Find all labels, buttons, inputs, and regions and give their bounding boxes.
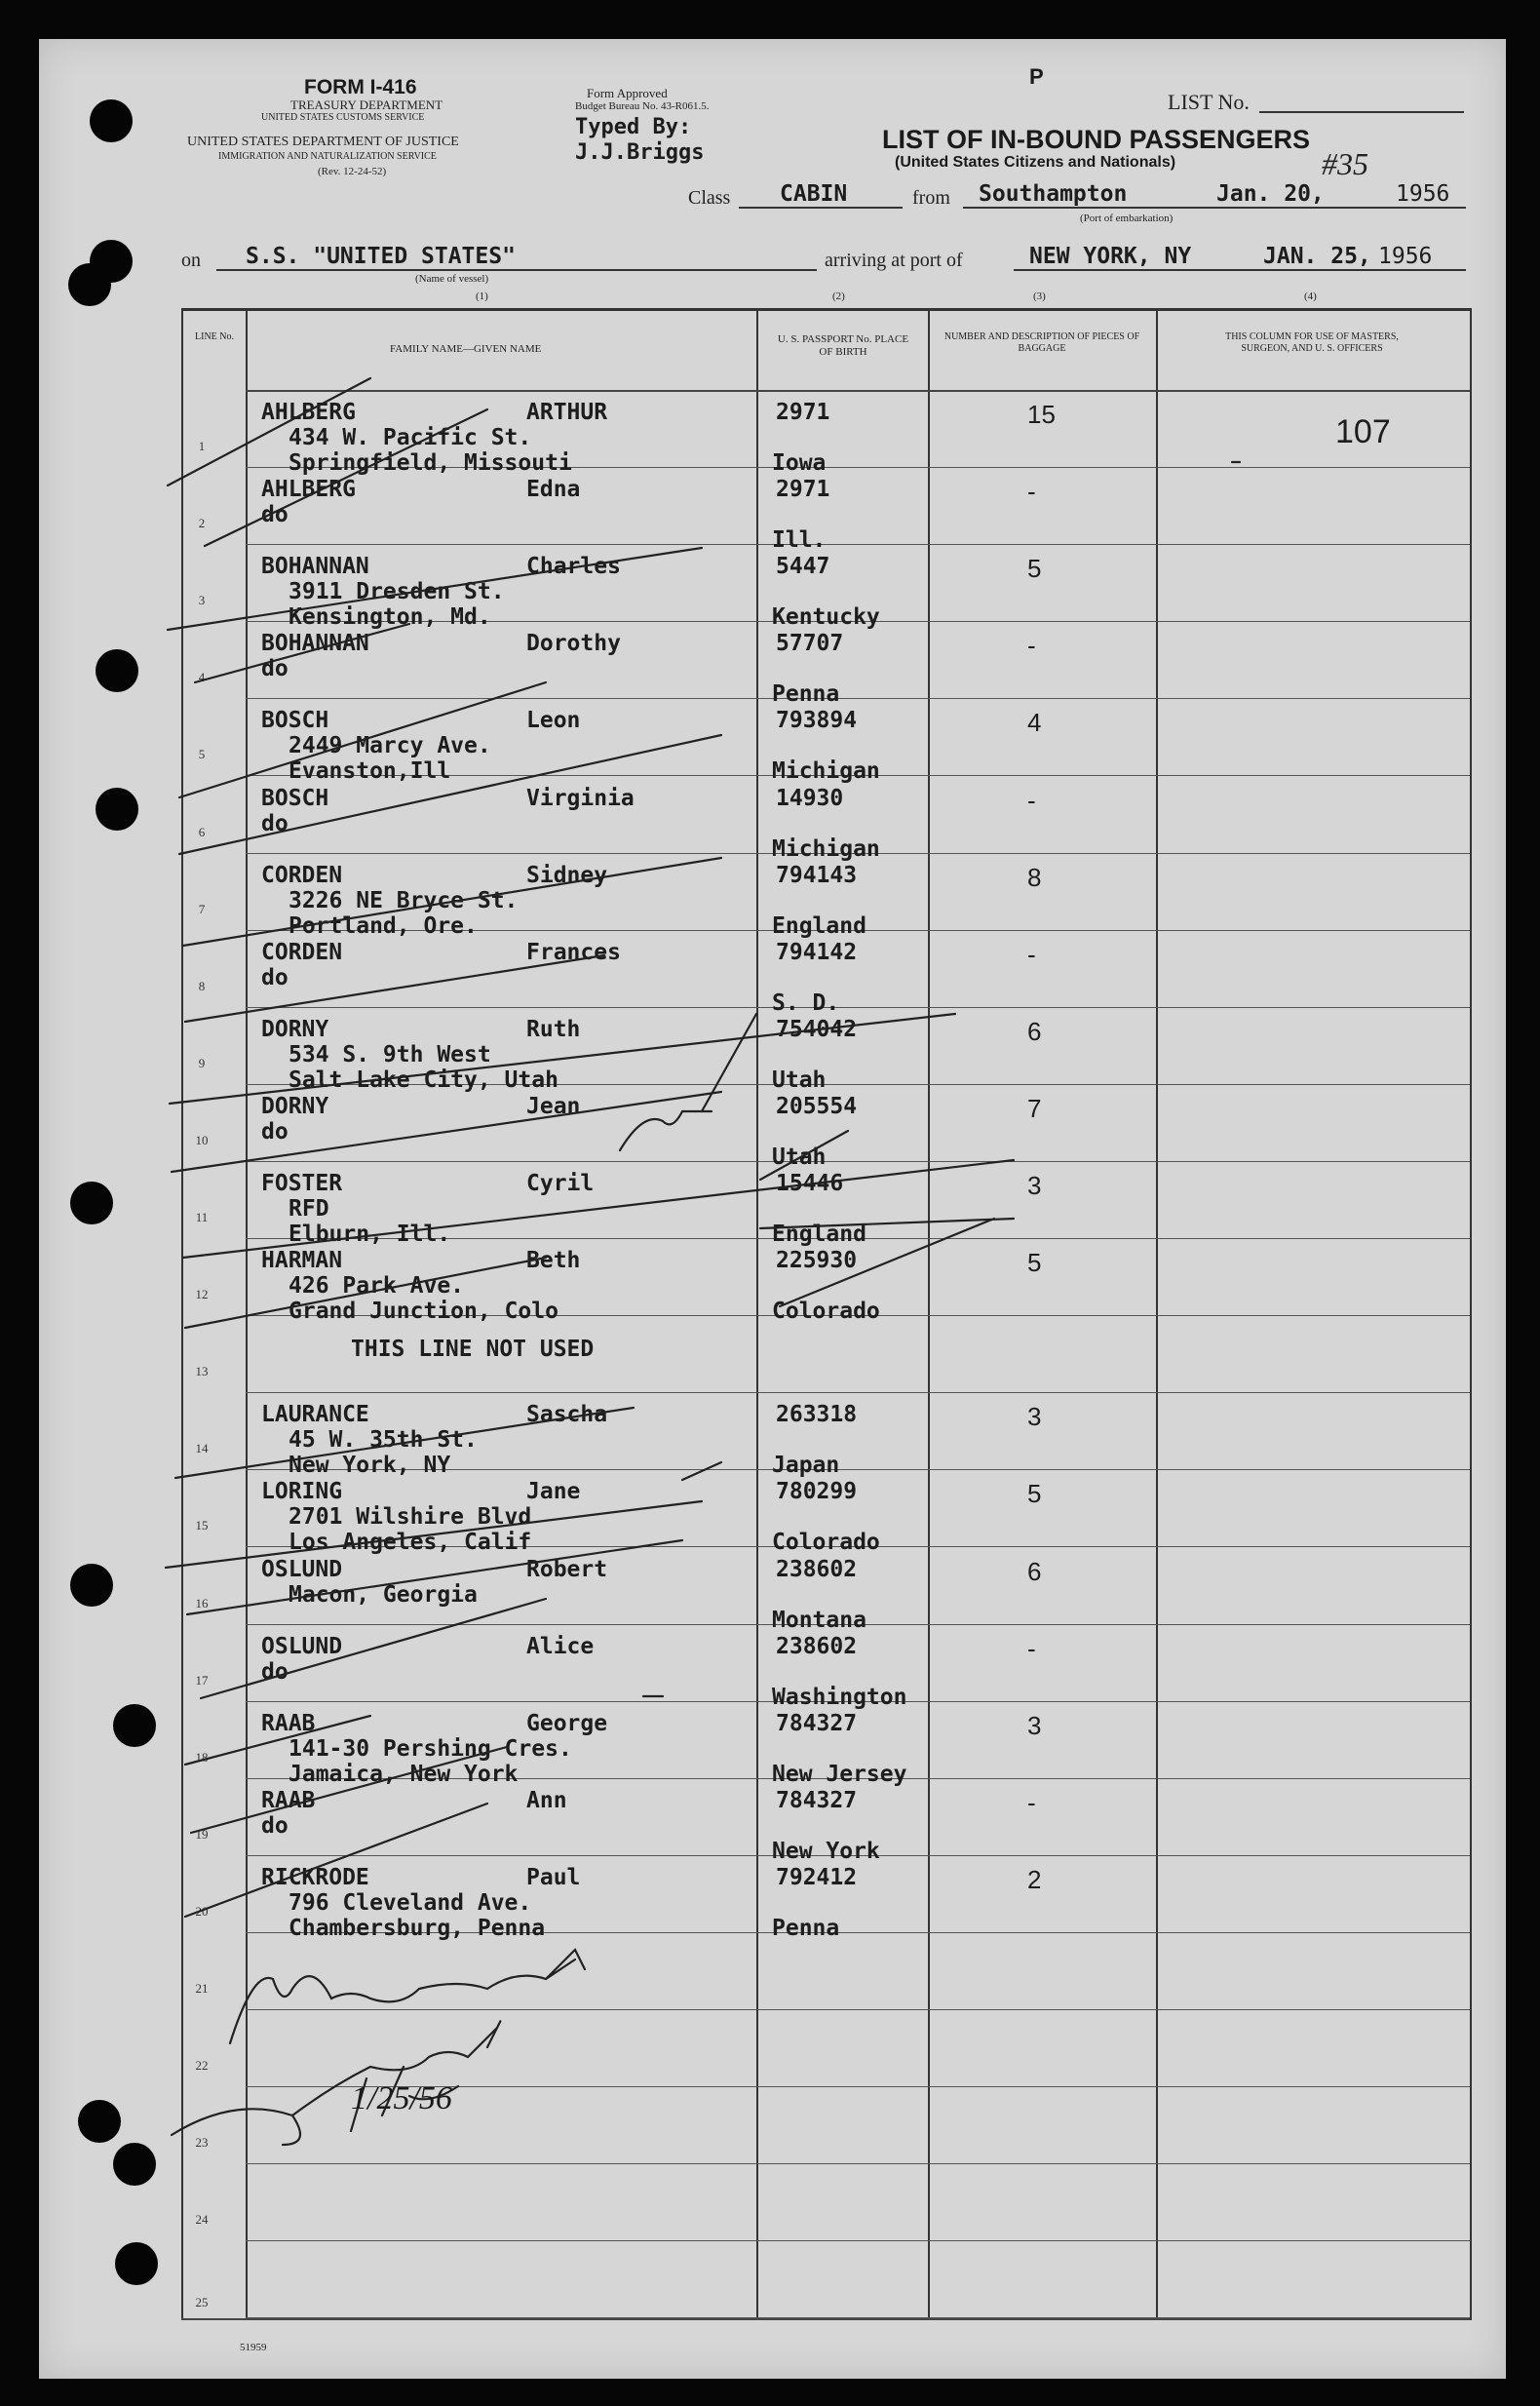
line-number: 15 bbox=[195, 1518, 209, 1533]
family-name: FOSTER bbox=[261, 1171, 343, 1196]
check-mark bbox=[780, 1219, 994, 1306]
address-line-1: 45 W. 35th St. bbox=[289, 1427, 478, 1454]
class-value: CABIN bbox=[780, 181, 848, 207]
baggage-count: 3 bbox=[1027, 1171, 1042, 1200]
address-line-1: do bbox=[261, 502, 289, 528]
given-name: Robert bbox=[526, 1556, 608, 1582]
address-line-2: Kensington, Md. bbox=[289, 604, 491, 631]
address-line-2: Salt Lake City, Utah bbox=[289, 1067, 558, 1093]
line-number: 2 bbox=[198, 516, 206, 531]
embarkation-caption: (Port of embarkation) bbox=[1080, 213, 1174, 224]
address-line-2: Grand Junction, Colo bbox=[289, 1299, 558, 1325]
vessel-name: S.S. "UNITED STATES" bbox=[246, 244, 516, 269]
check-mark bbox=[205, 409, 487, 546]
check-mark bbox=[172, 1092, 721, 1172]
passport-number: 794142 bbox=[776, 939, 858, 965]
typed-by-label: Typed By: bbox=[575, 115, 692, 139]
place-of-birth: Japan bbox=[772, 1453, 840, 1479]
passport-number: 225930 bbox=[776, 1248, 858, 1274]
address-line-2: Springfield, Missouti bbox=[289, 450, 572, 476]
given-name: George bbox=[526, 1710, 608, 1736]
given-name: Charles bbox=[526, 554, 621, 580]
given-name: Leon bbox=[526, 708, 581, 734]
passport-number: 2971 bbox=[776, 400, 830, 425]
check-mark bbox=[682, 1462, 721, 1480]
family-name: RICKRODE bbox=[261, 1864, 369, 1890]
passport-number: 15446 bbox=[776, 1171, 844, 1196]
column-number-4: (4) bbox=[1304, 291, 1317, 302]
from-label: from bbox=[912, 187, 950, 209]
check-mark bbox=[185, 955, 604, 1022]
place-of-birth: Iowa bbox=[772, 450, 827, 476]
line-number: 10 bbox=[195, 1132, 209, 1147]
passport-number: 784327 bbox=[776, 1787, 858, 1813]
passport-number: 754042 bbox=[776, 1016, 858, 1042]
check-mark bbox=[168, 548, 702, 630]
family-name: CORDEN bbox=[261, 939, 343, 965]
check-mark bbox=[168, 378, 370, 485]
family-name: BOHANNAN bbox=[261, 631, 369, 657]
passport-number: 2971 bbox=[776, 477, 830, 503]
check-mark bbox=[179, 735, 721, 854]
place-of-birth: England bbox=[772, 1222, 866, 1247]
baggage-count: 2 bbox=[1027, 1864, 1042, 1894]
family-name: DORNY bbox=[261, 1016, 329, 1042]
baggage-count: 8 bbox=[1027, 862, 1042, 892]
list-no-label: LIST No. bbox=[1168, 90, 1250, 114]
family-name: LORING bbox=[261, 1479, 343, 1505]
line-number: 1 bbox=[198, 439, 206, 453]
form-approved: Form Approved bbox=[587, 86, 668, 100]
dept-immigration: IMMIGRATION AND NATURALIZATION SERVICE bbox=[218, 151, 437, 162]
place-of-birth: Kentucky bbox=[772, 604, 880, 631]
family-name: RAAB bbox=[261, 1787, 316, 1813]
given-name: Sidney bbox=[526, 862, 608, 888]
passport-number: 57707 bbox=[776, 631, 844, 657]
header-name: FAMILY NAME—GIVEN NAME bbox=[390, 343, 542, 355]
given-name: Dorothy bbox=[526, 631, 621, 657]
check-mark bbox=[187, 1540, 682, 1614]
line-number: 4 bbox=[198, 670, 206, 685]
typed-by-name: J.J.Briggs bbox=[575, 140, 705, 165]
budget-bureau: Budget Bureau No. 43-R061.5. bbox=[575, 100, 710, 112]
place-of-birth: Montana bbox=[772, 1607, 866, 1633]
given-name: Frances bbox=[526, 939, 621, 965]
address-line-2: Elburn, Ill. bbox=[289, 1222, 451, 1247]
address-line-1: Macon, Georgia bbox=[289, 1581, 478, 1608]
baggage-count: 6 bbox=[1027, 1016, 1042, 1046]
top-mark: P bbox=[1029, 64, 1044, 89]
address-line-1: 2701 Wilshire Blvd bbox=[289, 1504, 532, 1531]
line-number: 14 bbox=[195, 1441, 209, 1456]
arrival-date: JAN. 25, bbox=[1263, 244, 1371, 269]
form-revision: (Rev. 12-24-52) bbox=[318, 166, 387, 177]
place-of-birth: England bbox=[772, 912, 866, 939]
place-of-birth: Penna bbox=[772, 681, 840, 708]
family-name: BOHANNAN bbox=[261, 554, 369, 580]
line-number: 9 bbox=[198, 1055, 206, 1070]
given-name: Virginia bbox=[526, 785, 635, 811]
check-mark bbox=[166, 1501, 702, 1568]
dept-treasury: TREASURY DEPARTMENT bbox=[290, 97, 443, 112]
given-name: Beth bbox=[526, 1248, 581, 1274]
line-number: 16 bbox=[195, 1595, 209, 1610]
address-line-2: New York, NY bbox=[289, 1453, 451, 1479]
given-name: Ruth bbox=[526, 1016, 581, 1042]
arriving-label: arriving at port of bbox=[825, 250, 963, 271]
dept-customs: UNITED STATES CUSTOMS SERVICE bbox=[261, 112, 425, 123]
given-name: Jean bbox=[526, 1093, 581, 1119]
baggage-count: 5 bbox=[1027, 554, 1042, 584]
given-name: Cyril bbox=[526, 1171, 595, 1196]
line-number: 20 bbox=[195, 1903, 209, 1919]
baggage-count: - bbox=[1027, 631, 1036, 661]
check-mark bbox=[702, 1014, 756, 1111]
place-of-birth: S. D. bbox=[772, 990, 840, 1016]
address-line-1: 796 Cleveland Ave. bbox=[289, 1889, 532, 1916]
place-of-birth: New Jersey bbox=[772, 1761, 907, 1787]
check-mark bbox=[201, 1599, 546, 1698]
given-name: Edna bbox=[526, 477, 581, 503]
vessel-caption: (Name of vessel) bbox=[415, 273, 489, 285]
arrival-year: 1956 bbox=[1378, 244, 1433, 269]
family-name: DORNY bbox=[261, 1093, 329, 1119]
baggage-count: - bbox=[1027, 477, 1036, 507]
passport-number: 238602 bbox=[776, 1556, 858, 1582]
address-line-1: 534 S. 9th West bbox=[289, 1041, 491, 1067]
line-number: 5 bbox=[198, 747, 206, 762]
address-line-1: THIS LINE NOT USED bbox=[351, 1337, 595, 1363]
baggage-count: 3 bbox=[1027, 1402, 1042, 1432]
address-line-1: 141-30 Pershing Cres. bbox=[289, 1735, 572, 1762]
header-passport: U. S. PASSPORT No. PLACE OF BIRTH bbox=[777, 333, 909, 358]
check-mark bbox=[179, 682, 546, 797]
passport-number: 238602 bbox=[776, 1633, 858, 1659]
officer-note: 107 bbox=[1335, 413, 1391, 450]
family-name: RAAB bbox=[261, 1710, 316, 1736]
given-name: ARTHUR bbox=[526, 400, 608, 425]
baggage-count: 4 bbox=[1027, 708, 1042, 738]
check-mark bbox=[191, 1747, 507, 1833]
address-line-1: 2449 Marcy Ave. bbox=[289, 733, 491, 759]
line-number: 17 bbox=[195, 1672, 209, 1688]
port-of-embarkation: Southampton bbox=[979, 181, 1128, 207]
place-of-birth: Ill. bbox=[772, 527, 827, 554]
address-line-2: Jamaica, New York bbox=[289, 1761, 519, 1787]
line-number: 22 bbox=[195, 2058, 209, 2074]
address-line-2: Portland, Ore. bbox=[289, 912, 478, 939]
baggage-count: 7 bbox=[1027, 1093, 1042, 1123]
check-mark bbox=[170, 1014, 955, 1104]
passport-number: 793894 bbox=[776, 708, 858, 734]
signature-date: 1/25/56 bbox=[351, 2080, 452, 2116]
family-name: OSLUND bbox=[261, 1633, 343, 1659]
line-number: 25 bbox=[195, 2295, 209, 2310]
place-of-birth: Utah bbox=[772, 1067, 827, 1093]
line-number: 24 bbox=[195, 2212, 209, 2228]
footer-code: 51959 bbox=[240, 2342, 267, 2353]
line-number: 23 bbox=[195, 2135, 209, 2151]
address-line-1: do bbox=[261, 1658, 289, 1685]
address-line-2: Evanston,Ill bbox=[289, 758, 451, 785]
baggage-count: - bbox=[1027, 939, 1036, 969]
line-number: 8 bbox=[198, 978, 206, 993]
embarkation-date: Jan. 20, bbox=[1216, 181, 1325, 207]
passport-number: 5447 bbox=[776, 554, 830, 580]
given-name: Jane bbox=[526, 1479, 581, 1505]
baggage-count: - bbox=[1027, 1633, 1036, 1663]
header-line-no: LINE No. bbox=[195, 331, 234, 342]
check-mark bbox=[760, 1131, 848, 1180]
check-mark bbox=[185, 1716, 370, 1765]
check-mark bbox=[175, 1408, 634, 1478]
baggage-count: 5 bbox=[1027, 1479, 1042, 1509]
line-number: 11 bbox=[195, 1210, 209, 1224]
family-name: AHLBERG bbox=[261, 400, 356, 425]
given-name: Sascha bbox=[526, 1402, 608, 1428]
family-name: LAURANCE bbox=[261, 1402, 369, 1428]
baggage-count: 5 bbox=[1027, 1248, 1042, 1278]
list-number-handwritten: #35 bbox=[1322, 146, 1368, 181]
line-number: 6 bbox=[198, 824, 206, 839]
family-name: OSLUND bbox=[261, 1556, 343, 1582]
check-mark bbox=[620, 1111, 712, 1150]
place-of-birth: New York bbox=[772, 1838, 880, 1864]
column-number-3: (3) bbox=[1033, 291, 1046, 302]
given-name: Ann bbox=[526, 1787, 567, 1813]
place-of-birth: Penna bbox=[772, 1915, 840, 1941]
family-name: BOSCH bbox=[261, 785, 329, 811]
class-label: Class bbox=[688, 187, 731, 209]
line-number: 18 bbox=[195, 1749, 209, 1765]
passport-number: 794143 bbox=[776, 862, 858, 888]
line-number: 13 bbox=[195, 1364, 209, 1379]
address-line-1: do bbox=[261, 1812, 289, 1839]
passport-number: 780299 bbox=[776, 1479, 858, 1505]
baggage-count: 15 bbox=[1027, 400, 1056, 429]
check-mark bbox=[195, 624, 409, 682]
address-line-1: RFD bbox=[289, 1196, 329, 1222]
check-mark bbox=[185, 1804, 487, 1917]
on-label: on bbox=[181, 250, 201, 271]
given-name: Paul bbox=[526, 1864, 581, 1890]
address-line-1: 3911 Dresden St. bbox=[289, 579, 505, 605]
address-line-1: do bbox=[261, 1118, 289, 1145]
baggage-count: 6 bbox=[1027, 1556, 1042, 1586]
form-subtitle: (United States Citizens and Nationals) bbox=[895, 154, 1176, 171]
check-mark bbox=[183, 1160, 1014, 1258]
place-of-birth: Utah bbox=[772, 1144, 827, 1170]
place-of-birth: Colorado bbox=[772, 1530, 880, 1556]
address-line-2: Chambersburg, Penna bbox=[289, 1915, 546, 1941]
passport-number: 263318 bbox=[776, 1402, 858, 1428]
baggage-count: 3 bbox=[1027, 1710, 1042, 1740]
line-number: 19 bbox=[195, 1826, 209, 1842]
passport-number: 205554 bbox=[776, 1093, 858, 1119]
address-line-1: do bbox=[261, 656, 289, 682]
given-name: Alice bbox=[526, 1633, 595, 1659]
check-mark bbox=[183, 858, 721, 946]
baggage-count: - bbox=[1027, 785, 1036, 815]
form-number: FORM I-416 bbox=[304, 76, 417, 98]
line-number: 7 bbox=[198, 901, 206, 916]
check-mark bbox=[185, 1258, 546, 1328]
address-line-1: do bbox=[261, 810, 289, 836]
family-name: AHLBERG bbox=[261, 477, 356, 503]
line-number: 3 bbox=[198, 593, 206, 608]
address-line-1: do bbox=[261, 964, 289, 990]
address-line-2: Los Angeles, Calif bbox=[289, 1530, 532, 1556]
family-name: HARMAN bbox=[261, 1248, 343, 1274]
header-baggage: NUMBER AND DESCRIPTION OF PIECES OF BAGGAGE bbox=[943, 331, 1140, 354]
family-name: CORDEN bbox=[261, 862, 343, 888]
family-name: BOSCH bbox=[261, 708, 329, 734]
form-title: LIST OF IN-BOUND PASSENGERS bbox=[882, 125, 1311, 154]
column-number-1: (1) bbox=[476, 291, 488, 302]
place-of-birth: Michigan bbox=[772, 835, 880, 862]
passport-number: 784327 bbox=[776, 1710, 858, 1736]
place-of-birth: Michigan bbox=[772, 758, 880, 785]
column-number-2: (2) bbox=[832, 291, 845, 302]
place-of-birth: Colorado bbox=[772, 1299, 880, 1325]
address-line-1: 434 W. Pacific St. bbox=[289, 425, 532, 450]
line-number: 12 bbox=[195, 1287, 209, 1302]
header-officers: THIS COLUMN FOR USE OF MASTERS, SURGEON, AND U. S. OFFICERS bbox=[1225, 331, 1399, 354]
passport-number: 792412 bbox=[776, 1864, 858, 1890]
place-of-birth: Washington bbox=[772, 1684, 907, 1710]
embarkation-year: 1956 bbox=[1396, 181, 1450, 207]
address-line-1: 426 Park Ave. bbox=[289, 1273, 465, 1300]
arrival-port: NEW YORK, NY bbox=[1029, 244, 1192, 269]
dept-justice: UNITED STATES DEPARTMENT OF JUSTICE bbox=[187, 135, 459, 149]
line-number: 21 bbox=[195, 1981, 209, 1996]
baggage-count: - bbox=[1027, 1787, 1036, 1817]
passport-number: 14930 bbox=[776, 785, 844, 811]
address-line-1: 3226 NE Bryce St. bbox=[289, 887, 519, 913]
